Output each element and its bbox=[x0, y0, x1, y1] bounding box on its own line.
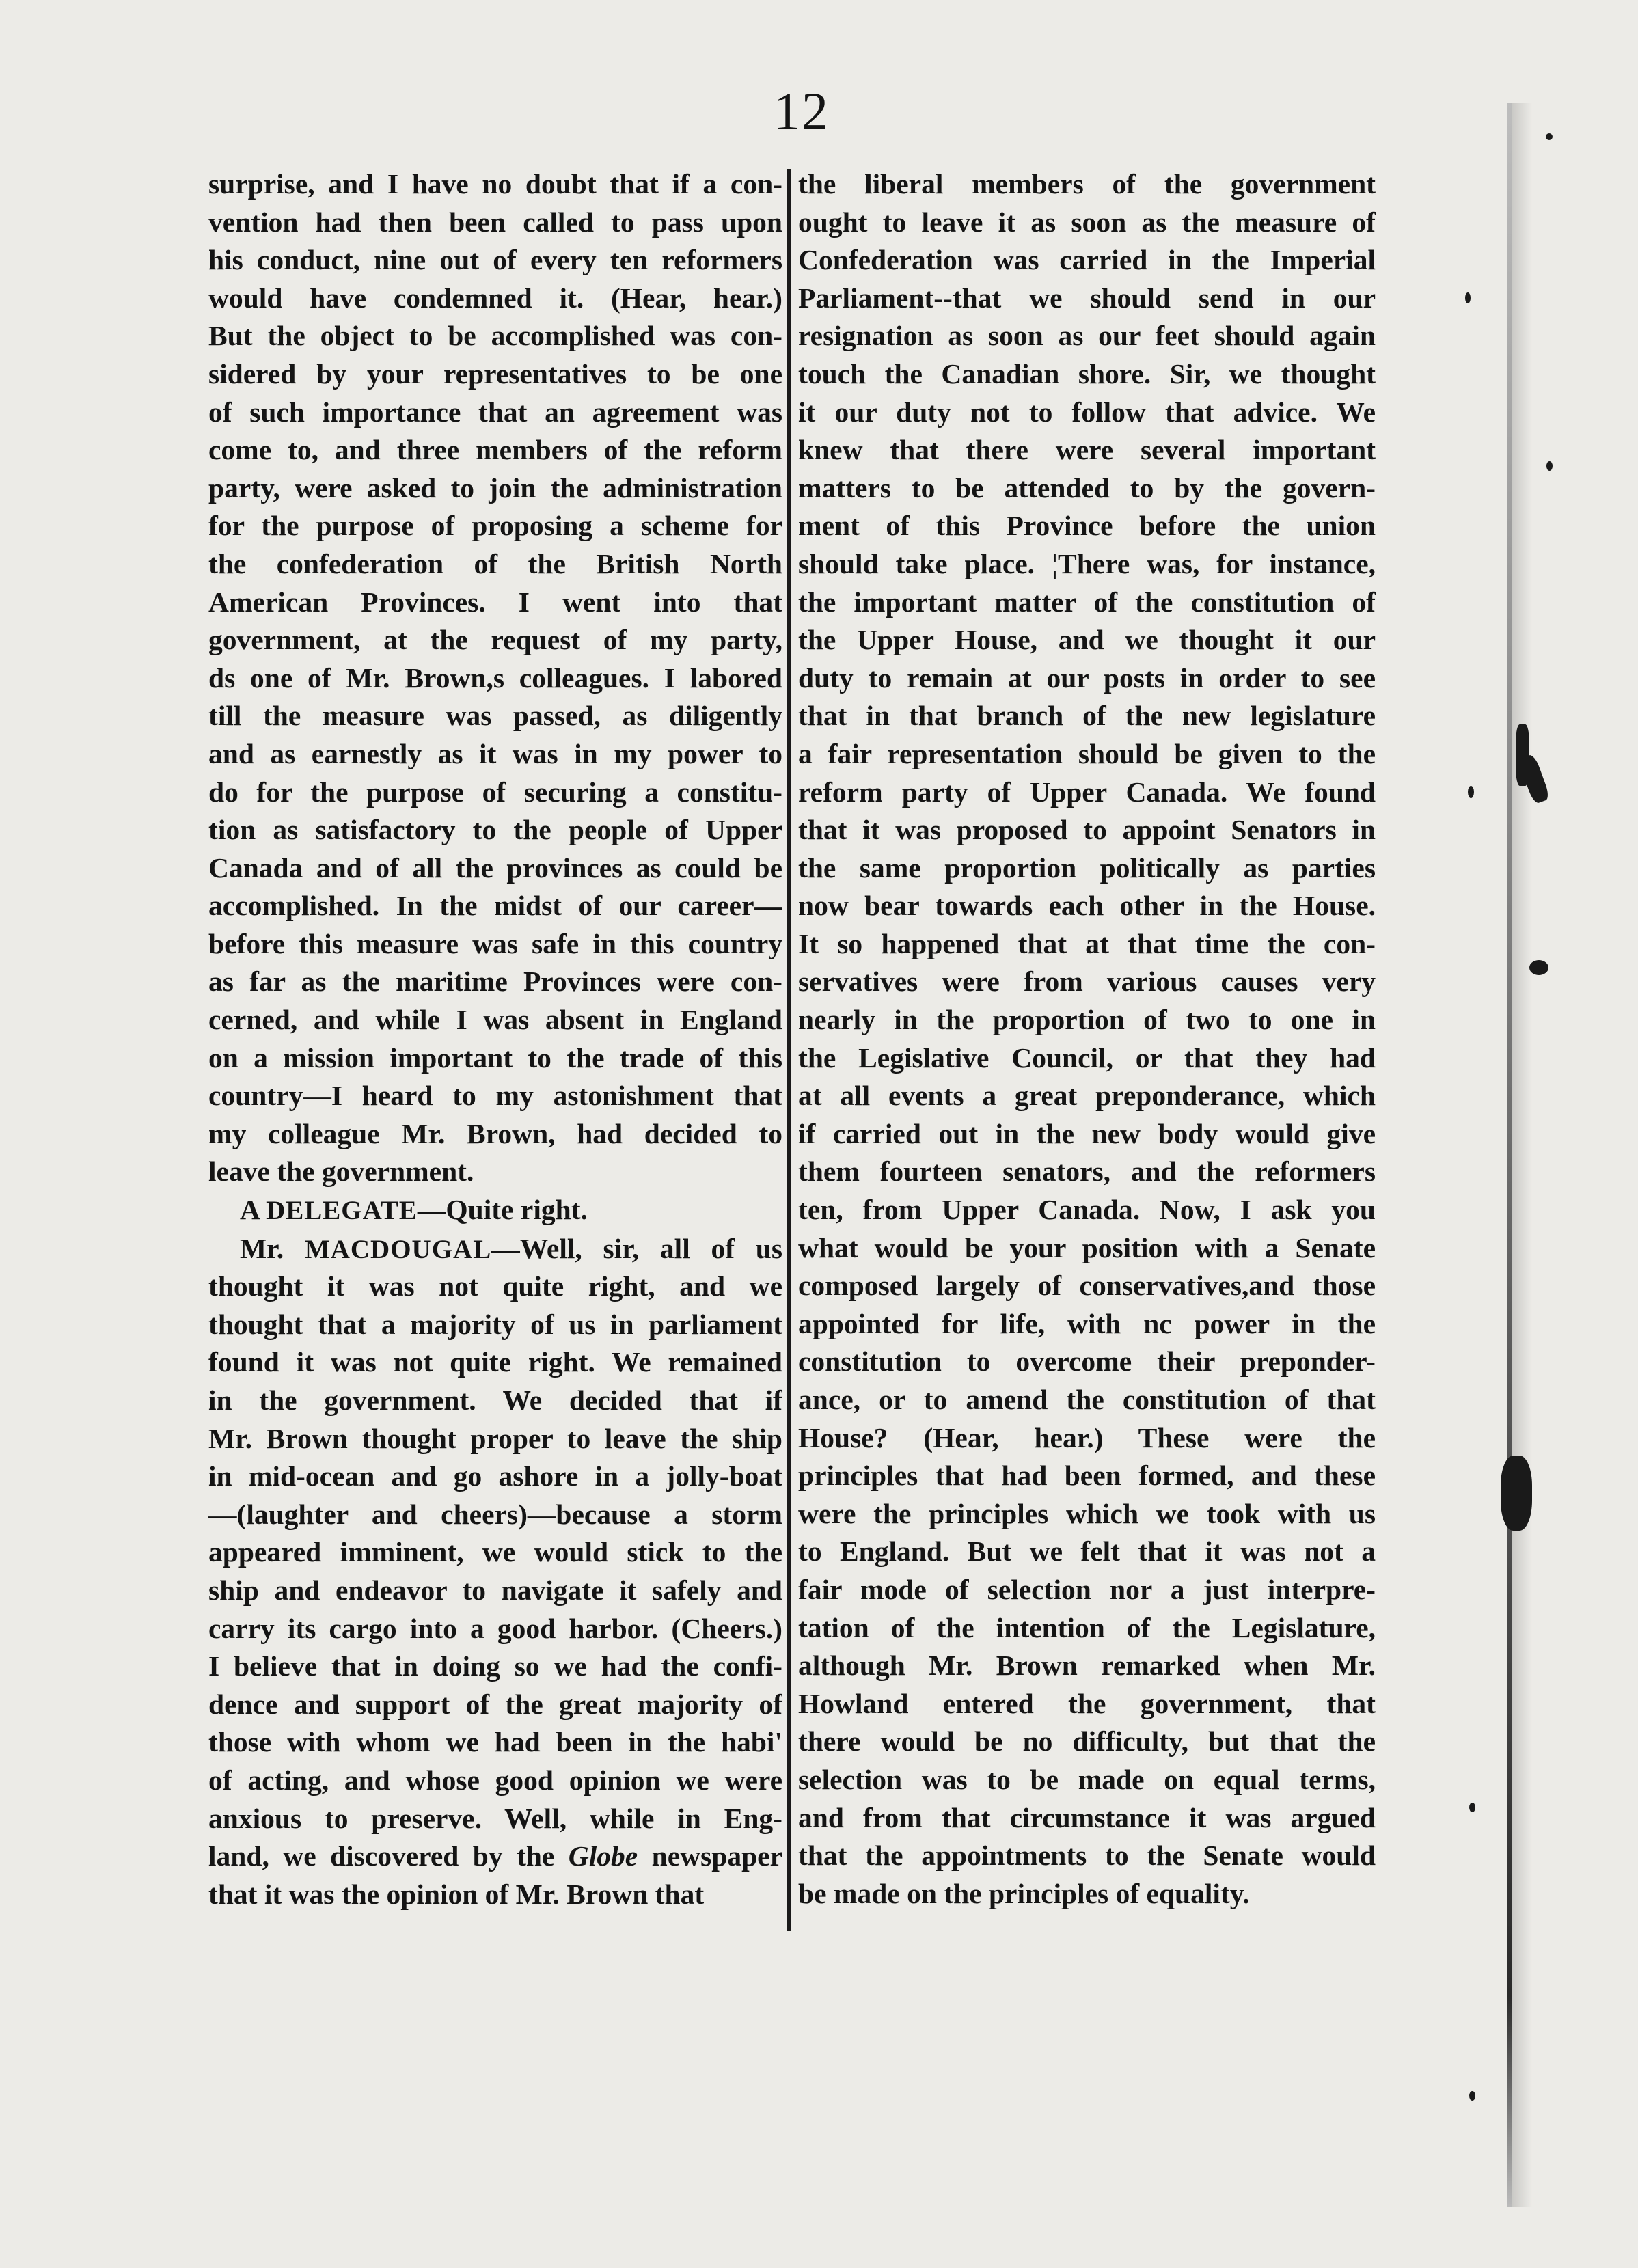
page-number: 12 bbox=[774, 81, 830, 141]
ink-speck bbox=[1469, 2091, 1475, 2101]
text-line: party, were asked to join the administration bbox=[208, 472, 782, 504]
text-line: touch the Canadian shore. Sir, we thought bbox=[798, 357, 1376, 390]
text-line: there would be no difficulty, but that the bbox=[798, 1725, 1376, 1758]
text-line: It so happened that at that time the con- bbox=[798, 927, 1376, 959]
text-line: on a mission important to the trade of this bbox=[208, 1041, 782, 1074]
text-line: that in that branch of the new legislature bbox=[798, 700, 1376, 732]
text-line: till the measure was passed, as diligently bbox=[208, 700, 782, 732]
text-line: country—I heard to my astonishment that bbox=[208, 1080, 782, 1112]
text-line: matters to be attended to by the govern- bbox=[798, 472, 1376, 504]
text-line: ought to leave it as soon as the measure of bbox=[798, 206, 1376, 238]
text-line: Mr. Brown thought proper to leave the ship bbox=[208, 1422, 782, 1454]
text-line: if carried out in the new body would give bbox=[798, 1117, 1376, 1149]
text-line: should take place. ¦There was, for instance, bbox=[798, 547, 1376, 579]
text-line: anxious to preserve. Well, while in Eng- bbox=[208, 1802, 782, 1834]
text-line: of acting, and whose good opinion we were bbox=[208, 1764, 782, 1796]
text-line: constitution to overcome their preponder- bbox=[798, 1345, 1376, 1378]
text-line: Canada and of all the provinces as could be bbox=[208, 851, 782, 884]
text-line: come to, and three members of the reform bbox=[208, 434, 782, 466]
text-line: a fair representation should be given to the bbox=[798, 737, 1376, 769]
text-line: be made on the principles of equality. bbox=[798, 1877, 1250, 1909]
text-line: fair mode of selection nor a just interpre- bbox=[798, 1573, 1376, 1605]
text-line: duty to remain at our posts in order to see bbox=[798, 661, 1376, 694]
text-line: government, at the request of my party, bbox=[208, 624, 782, 656]
text-line: my colleague Mr. Brown, had decided to bbox=[208, 1117, 782, 1149]
text-line: ment of this Province before the union bbox=[798, 510, 1376, 542]
ink-speck bbox=[1546, 133, 1553, 140]
text-line: at all events a great preponderance, which bbox=[798, 1080, 1376, 1112]
ink-speck bbox=[1469, 1803, 1475, 1812]
text-line: thought it was not quite right, and we bbox=[208, 1270, 782, 1302]
text-line: composed largely of conservatives,and those bbox=[798, 1270, 1376, 1302]
text-line: the important matter of the constitution of bbox=[798, 586, 1376, 618]
text-line: nearly in the proportion of two to one in bbox=[798, 1004, 1376, 1036]
ink-blot bbox=[1529, 960, 1548, 975]
text-line: the same proportion politically as parties bbox=[798, 851, 1376, 884]
text-line: cerned, and while I was absent in England bbox=[208, 1004, 782, 1036]
ink-speck bbox=[1465, 292, 1471, 303]
text-line: that it was proposed to appoint Senators in bbox=[798, 814, 1376, 846]
text-line: —(laughter and cheers)—because a storm bbox=[208, 1498, 782, 1530]
text-line: resignation as soon as our feet should again bbox=[798, 320, 1376, 352]
text-line: But the object to be accomplished was con- bbox=[208, 320, 782, 352]
text-line: House? (Hear, hear.) These were the bbox=[798, 1421, 1376, 1453]
text-line: appeared imminent, we would stick to the bbox=[208, 1536, 782, 1568]
text-line: American Provinces. I went into that bbox=[208, 586, 782, 618]
text-line: it our duty not to follow that advice. We bbox=[798, 396, 1376, 428]
text-line: the confederation of the British North bbox=[208, 547, 782, 579]
text-line: the Upper House, and we thought it our bbox=[798, 624, 1376, 656]
text-line: dence and support of the great majority of bbox=[208, 1688, 782, 1720]
ink-speck bbox=[1468, 786, 1474, 798]
text-line: do for the purpose of securing a constitu- bbox=[208, 776, 782, 808]
text-line: surprise, and I have no doubt that if a con- bbox=[208, 168, 782, 200]
text-line: Howland entered the government, that bbox=[798, 1687, 1376, 1719]
text-line: and from that circumstance it was argued bbox=[798, 1801, 1376, 1833]
text-line: principles that had been formed, and these bbox=[798, 1460, 1376, 1492]
text-line: ten, from Upper Canada. Now, I ask you bbox=[798, 1194, 1376, 1226]
text-line: ance, or to amend the constitution of that bbox=[798, 1384, 1376, 1415]
text-line: would have condemned it. (Hear, hear.) bbox=[208, 282, 782, 314]
text-line: as far as the maritime Provinces were con- bbox=[208, 966, 782, 998]
text-line: sidered by your representatives to be one bbox=[208, 357, 782, 390]
text-line: ds one of Mr. Brown,s colleagues. I labored bbox=[208, 661, 782, 694]
text-line: that it was the opinion of Mr. Brown that bbox=[208, 1878, 705, 1910]
ink-blot bbox=[1501, 1456, 1532, 1531]
text-line: knew that there were several important bbox=[798, 434, 1376, 466]
text-line: ship and endeavor to navigate it safely and bbox=[208, 1574, 782, 1606]
text-line: his conduct, nine out of every ten reformers bbox=[208, 244, 782, 276]
text-line: were the principles which we took with us bbox=[798, 1497, 1376, 1529]
text-line: those with whom we had been in the habi' bbox=[208, 1726, 782, 1758]
right-column bbox=[798, 165, 1376, 1913]
text-line: now bear towards each other in the House. bbox=[798, 890, 1376, 922]
text-line: the liberal members of the government bbox=[798, 168, 1376, 200]
text-line: selection was to be made on equal terms, bbox=[798, 1763, 1376, 1795]
text-line: in mid-ocean and go ashore in a jolly-boat bbox=[208, 1460, 782, 1492]
text-line: A DELEGATE—Quite right. bbox=[240, 1194, 588, 1226]
text-line: appointed for life, with nc power in the bbox=[798, 1307, 1376, 1339]
ink-speck bbox=[1546, 461, 1553, 471]
text-line: accomplished. In the midst of our career— bbox=[208, 890, 782, 922]
text-line: before this measure was safe in this country bbox=[208, 927, 782, 959]
text-line: the Legislative Council, or that they had bbox=[798, 1041, 1376, 1074]
text-line: Confederation was carried in the Imperial bbox=[798, 244, 1376, 276]
text-line: and as earnestly as it was in my power to bbox=[208, 737, 782, 769]
text-line: I believe that in doing so we had the confi- bbox=[208, 1650, 782, 1682]
binding-shadow bbox=[1512, 103, 1532, 2207]
text-line: in the government. We decided that if bbox=[208, 1384, 782, 1416]
text-line: vention had then been called to pass upon bbox=[208, 206, 782, 238]
text-line: to England. But we felt that it was not a bbox=[798, 1535, 1376, 1568]
text-line: that the appointments to the Senate would bbox=[798, 1840, 1376, 1872]
text-line: land, we discovered by the Globe newspaper bbox=[208, 1840, 782, 1872]
text-line: reform party of Upper Canada. We found bbox=[798, 776, 1376, 808]
text-line: what would be your position with a Senate bbox=[798, 1231, 1376, 1263]
text-line: Mr. MACDOUGAL—Well, sir, all of us bbox=[240, 1232, 782, 1264]
text-line: although Mr. Brown remarked when Mr. bbox=[798, 1650, 1376, 1682]
text-line: carry its cargo into a good harbor. (Cheers.) bbox=[208, 1612, 782, 1644]
text-line: found it was not quite right. We remained bbox=[208, 1346, 782, 1378]
text-line: for the purpose of proposing a scheme for bbox=[208, 510, 782, 542]
left-column bbox=[208, 165, 782, 1913]
column-rule bbox=[787, 169, 791, 1931]
text-line: of such importance that an agreement was bbox=[208, 396, 782, 428]
text-line: tation of the intention of the Legislature, bbox=[798, 1611, 1376, 1643]
text-line: Parliament--that we should send in our bbox=[798, 282, 1376, 314]
text-line: leave the government. bbox=[208, 1156, 474, 1188]
text-line: them fourteen senators, and the reformers bbox=[798, 1156, 1376, 1188]
text-line: thought that a majority of us in parliament bbox=[208, 1308, 782, 1340]
text-line: servatives were from various causes very bbox=[798, 966, 1376, 998]
text-line: tion as satisfactory to the people of Upper bbox=[208, 814, 782, 846]
